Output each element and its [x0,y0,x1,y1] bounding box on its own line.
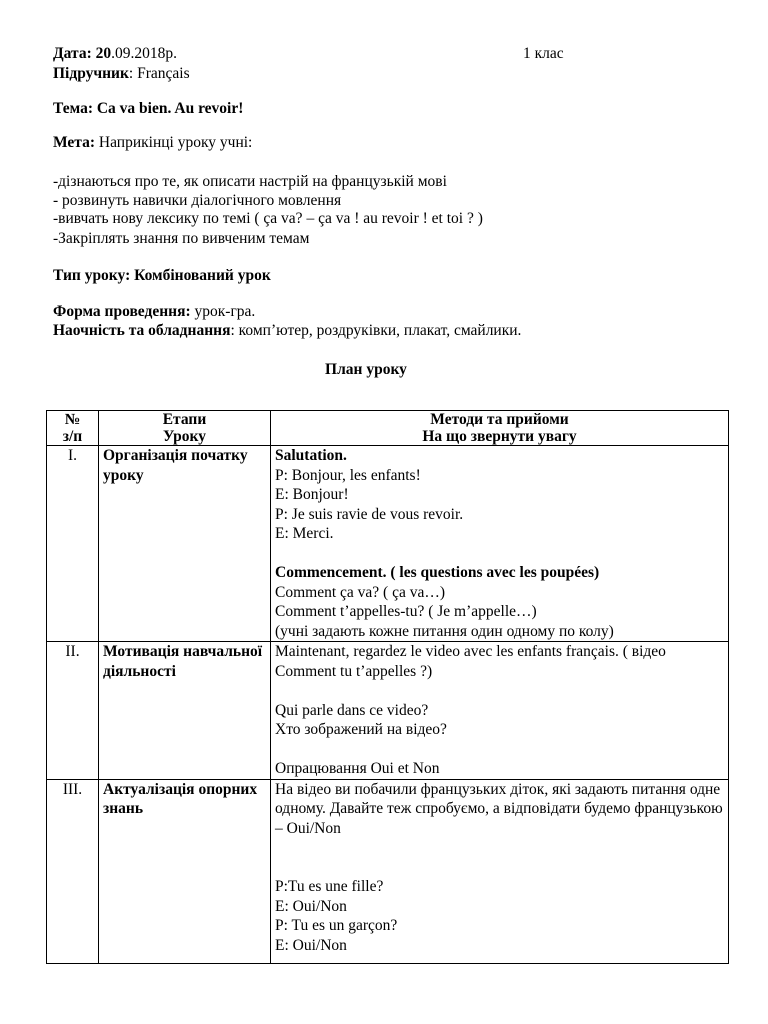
goal-item-3: -вивчать нову лексику по темі ( ça va? – ça va ! au revoir ! et toi ? ) [53,210,483,227]
row-number: II. [47,642,99,780]
goal-item-4: -Закріплять знання по вивченим темам [53,230,310,247]
table-row [47,779,729,964]
header-methods: Методи та прийоми На що звернути увагу [271,411,729,446]
row-stage: Актуалізація опорних знань [99,779,271,964]
equipment-value: : комп’ютер, роздруківки, плакат, смайлики. [230,321,522,339]
table-header-row [47,411,729,446]
goal-item-2: - розвинуть навички діалогічного мовлення [53,191,342,209]
row-number: I. [47,446,99,642]
form-label: Форма проведення: [53,303,191,320]
row-methods: Maintenant, regardez le video avec les enfants français. ( відео Comment tu t’appelles ?) Qui parle dans ce video? Хто зображений на відео? Опрацювання Oui et Non [271,642,729,780]
textbook-value: : Français [128,64,190,82]
equipment-line [53,321,521,341]
table-row [47,642,729,780]
textbook-line [53,64,190,84]
form-line [53,302,255,322]
date-line [53,44,177,64]
goal-label: Мета: [53,134,96,151]
date-rest: .09.2018р. [111,45,177,62]
row-methods: На відео ви побачили французьких діток, які задають питання одне одному. Давайте теж спробуємо, а відповідати будемо французькою – Oui/Non P:Tu es une fille? E: Oui/Non P: Tu es un garçon? E: Oui/Non [271,779,729,964]
lesson-plan-table [46,410,729,964]
goal-line [53,133,252,153]
row-methods: Salutation. P: Bonjour, les enfants! E: Bonjour! P: Je suis ravie de vous revoir. E: Merci. Commencement. ( les questions avec les poupées) Comment ça va? ( ça va…) Comment t’appelles-tu? ( Je m’appelle…) (учні задають кожне питання один одному по колу) [271,446,729,642]
plan-title: План уроку [325,361,407,378]
date-day: 20 [95,45,112,62]
date-label: Дата: [53,45,92,62]
header-num: № з/п [47,411,99,446]
form-value: урок-гра. [190,303,256,320]
goal-text: Наприкінці уроку учні: [95,134,253,151]
header-stage: Етапи Уроку [99,411,271,446]
table-row [47,446,729,642]
goal-item-1: -дізнаються про те, як описати настрій на французькій мові [53,173,447,190]
lesson-type-line: Тип уроку: Комбінований урок [53,267,271,284]
equipment-label: Наочність та обладнання [53,321,231,339]
row-stage: Мотивація навчальної діяльності [99,642,271,780]
textbook-label: Підручник [53,64,129,82]
topic-line: Тема: Ca va bien. Au revoir! [53,100,244,117]
row-number: III. [47,779,99,964]
grade-label: 1 клас [523,45,564,62]
row-stage: Організація початку уроку [99,446,271,642]
